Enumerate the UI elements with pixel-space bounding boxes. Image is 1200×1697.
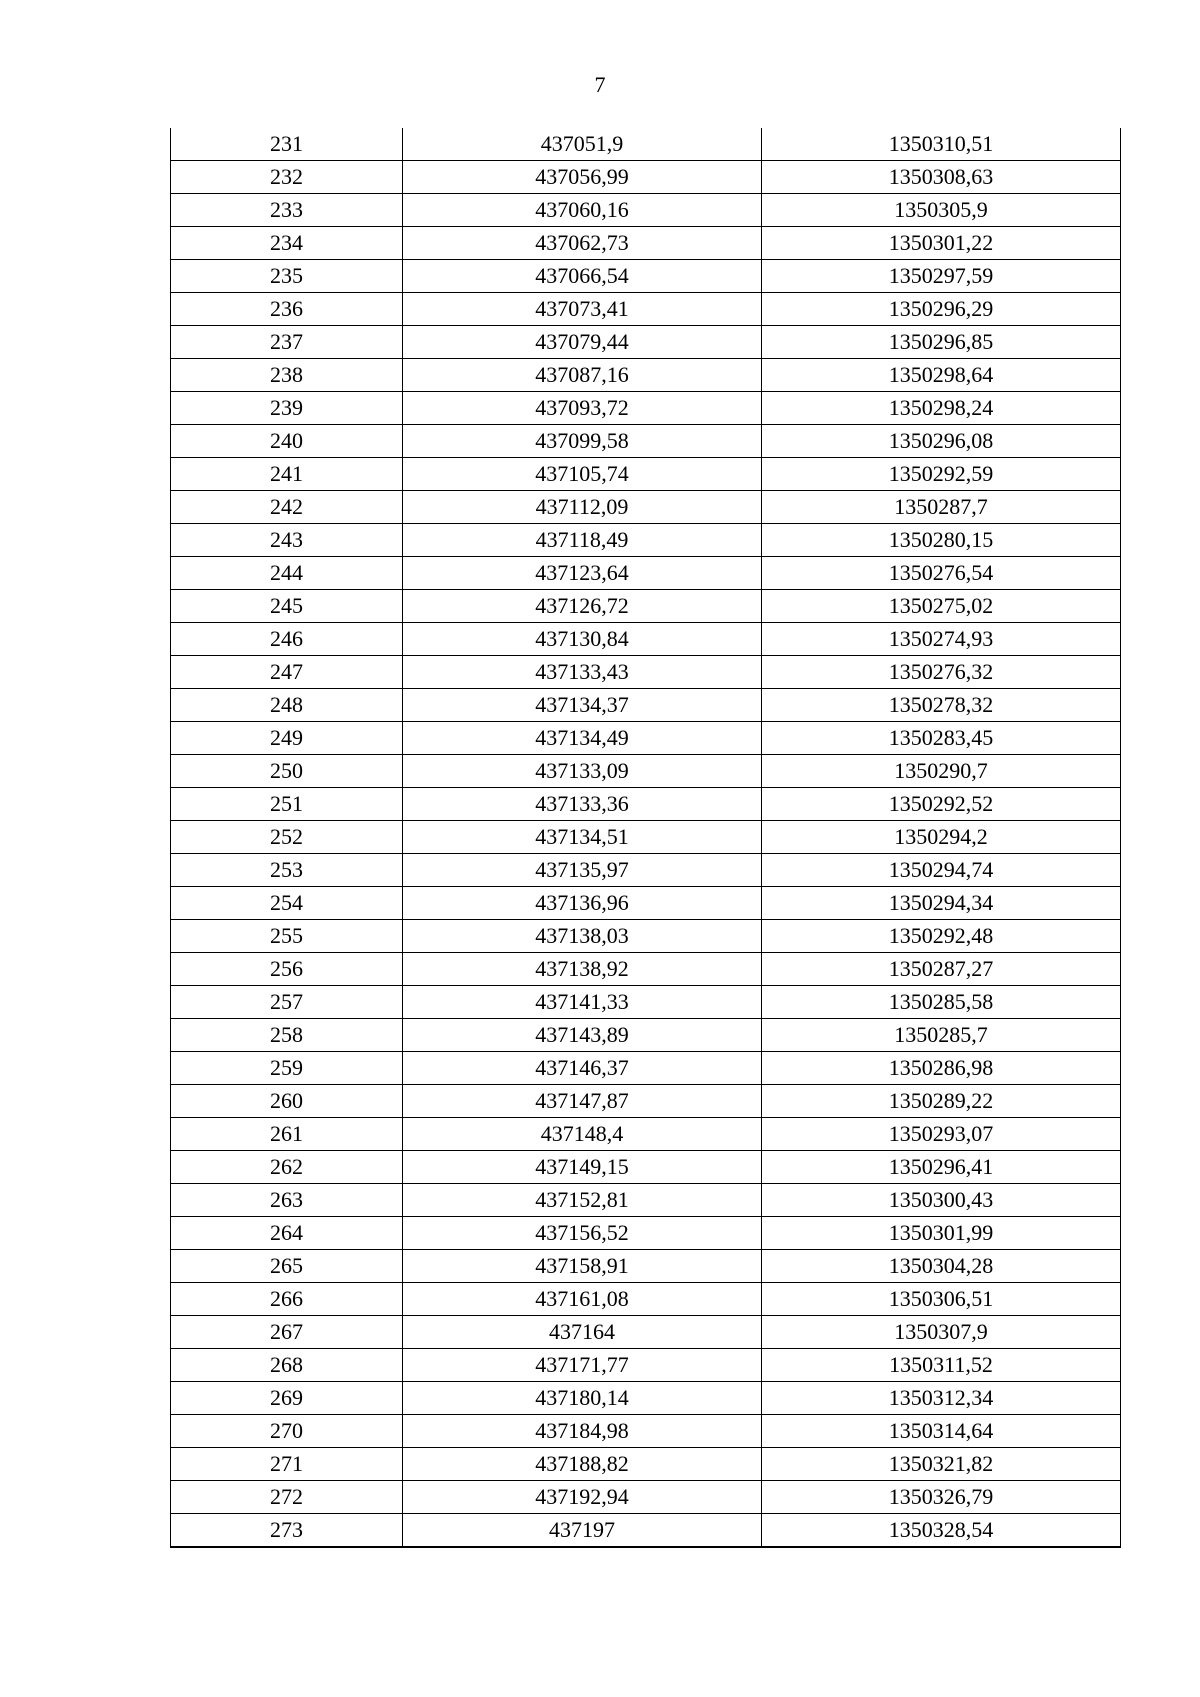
y-coordinate-cell: 1350298,24	[762, 392, 1121, 425]
y-coordinate-cell: 1350314,64	[762, 1415, 1121, 1448]
x-coordinate-cell: 437133,36	[403, 788, 762, 821]
table-row	[171, 1118, 1121, 1151]
x-coordinate-cell: 437133,43	[403, 656, 762, 689]
table-row	[171, 524, 1121, 557]
x-coordinate-cell: 437164	[403, 1316, 762, 1349]
y-coordinate-cell: 1350297,59	[762, 260, 1121, 293]
y-coordinate-cell: 1350285,7	[762, 1019, 1121, 1052]
x-coordinate-cell: 437126,72	[403, 590, 762, 623]
x-coordinate-cell: 437184,98	[403, 1415, 762, 1448]
y-coordinate-cell: 1350292,48	[762, 920, 1121, 953]
y-coordinate-cell: 1350298,64	[762, 359, 1121, 392]
point-number-cell: 248	[171, 689, 403, 722]
x-coordinate-cell: 437141,33	[403, 986, 762, 1019]
table-row	[171, 359, 1121, 392]
x-coordinate-cell: 437149,15	[403, 1151, 762, 1184]
x-coordinate-cell: 437062,73	[403, 227, 762, 260]
x-coordinate-cell: 437152,81	[403, 1184, 762, 1217]
x-coordinate-cell: 437146,37	[403, 1052, 762, 1085]
point-number-cell: 272	[171, 1481, 403, 1514]
x-coordinate-cell: 437156,52	[403, 1217, 762, 1250]
table-row	[171, 1481, 1121, 1514]
table-row	[171, 689, 1121, 722]
x-coordinate-cell: 437197	[403, 1514, 762, 1548]
x-coordinate-cell: 437192,94	[403, 1481, 762, 1514]
x-coordinate-cell: 437079,44	[403, 326, 762, 359]
y-coordinate-cell: 1350275,02	[762, 590, 1121, 623]
x-coordinate-cell: 437130,84	[403, 623, 762, 656]
y-coordinate-cell: 1350300,43	[762, 1184, 1121, 1217]
x-coordinate-cell: 437133,09	[403, 755, 762, 788]
point-number-cell: 233	[171, 194, 403, 227]
y-coordinate-cell: 1350312,34	[762, 1382, 1121, 1415]
point-number-cell: 253	[171, 854, 403, 887]
table-row	[171, 161, 1121, 194]
table-row	[171, 623, 1121, 656]
x-coordinate-cell: 437136,96	[403, 887, 762, 920]
table-row	[171, 293, 1121, 326]
table-row	[171, 227, 1121, 260]
y-coordinate-cell: 1350276,54	[762, 557, 1121, 590]
point-number-cell: 262	[171, 1151, 403, 1184]
point-number-cell: 270	[171, 1415, 403, 1448]
table-row	[171, 326, 1121, 359]
y-coordinate-cell: 1350311,52	[762, 1349, 1121, 1382]
y-coordinate-cell: 1350287,27	[762, 953, 1121, 986]
y-coordinate-cell: 1350296,85	[762, 326, 1121, 359]
x-coordinate-cell: 437112,09	[403, 491, 762, 524]
point-number-cell: 244	[171, 557, 403, 590]
table-row	[171, 1250, 1121, 1283]
y-coordinate-cell: 1350310,51	[762, 128, 1121, 161]
table-row	[171, 194, 1121, 227]
point-number-cell: 249	[171, 722, 403, 755]
x-coordinate-cell: 437134,37	[403, 689, 762, 722]
table-row	[171, 788, 1121, 821]
point-number-cell: 235	[171, 260, 403, 293]
table-row	[171, 1514, 1121, 1548]
x-coordinate-cell: 437180,14	[403, 1382, 762, 1415]
y-coordinate-cell: 1350301,99	[762, 1217, 1121, 1250]
table-row	[171, 1217, 1121, 1250]
coordinates-table	[170, 128, 1121, 1548]
point-number-cell: 252	[171, 821, 403, 854]
point-number-cell: 267	[171, 1316, 403, 1349]
table-row	[171, 1052, 1121, 1085]
point-number-cell: 247	[171, 656, 403, 689]
table-row	[171, 1085, 1121, 1118]
table-row	[171, 1283, 1121, 1316]
point-number-cell: 256	[171, 953, 403, 986]
point-number-cell: 250	[171, 755, 403, 788]
table-row	[171, 458, 1121, 491]
point-number-cell: 242	[171, 491, 403, 524]
y-coordinate-cell: 1350283,45	[762, 722, 1121, 755]
point-number-cell: 273	[171, 1514, 403, 1548]
point-number-cell: 254	[171, 887, 403, 920]
point-number-cell: 251	[171, 788, 403, 821]
x-coordinate-cell: 437123,64	[403, 557, 762, 590]
y-coordinate-cell: 1350308,63	[762, 161, 1121, 194]
point-number-cell: 263	[171, 1184, 403, 1217]
point-number-cell: 257	[171, 986, 403, 1019]
point-number-cell: 261	[171, 1118, 403, 1151]
x-coordinate-cell: 437060,16	[403, 194, 762, 227]
point-number-cell: 239	[171, 392, 403, 425]
point-number-cell: 231	[171, 128, 403, 161]
table-row	[171, 755, 1121, 788]
table-row	[171, 392, 1121, 425]
x-coordinate-cell: 437134,49	[403, 722, 762, 755]
x-coordinate-cell: 437161,08	[403, 1283, 762, 1316]
y-coordinate-cell: 1350306,51	[762, 1283, 1121, 1316]
x-coordinate-cell: 437066,54	[403, 260, 762, 293]
y-coordinate-cell: 1350301,22	[762, 227, 1121, 260]
table-row	[171, 491, 1121, 524]
point-number-cell: 241	[171, 458, 403, 491]
point-number-cell: 236	[171, 293, 403, 326]
x-coordinate-cell: 437087,16	[403, 359, 762, 392]
point-number-cell: 246	[171, 623, 403, 656]
x-coordinate-cell: 437105,74	[403, 458, 762, 491]
table-row	[171, 1382, 1121, 1415]
point-number-cell: 258	[171, 1019, 403, 1052]
x-coordinate-cell: 437073,41	[403, 293, 762, 326]
y-coordinate-cell: 1350292,59	[762, 458, 1121, 491]
table-row	[171, 1316, 1121, 1349]
table-row	[171, 953, 1121, 986]
y-coordinate-cell: 1350305,9	[762, 194, 1121, 227]
x-coordinate-cell: 437148,4	[403, 1118, 762, 1151]
table-row	[171, 722, 1121, 755]
table-row	[171, 656, 1121, 689]
table-row	[171, 1448, 1121, 1481]
table-body	[171, 128, 1121, 1547]
point-number-cell: 269	[171, 1382, 403, 1415]
y-coordinate-cell: 1350287,7	[762, 491, 1121, 524]
y-coordinate-cell: 1350293,07	[762, 1118, 1121, 1151]
y-coordinate-cell: 1350326,79	[762, 1481, 1121, 1514]
y-coordinate-cell: 1350289,22	[762, 1085, 1121, 1118]
table-row	[171, 557, 1121, 590]
y-coordinate-cell: 1350285,58	[762, 986, 1121, 1019]
point-number-cell: 271	[171, 1448, 403, 1481]
y-coordinate-cell: 1350286,98	[762, 1052, 1121, 1085]
x-coordinate-cell: 437143,89	[403, 1019, 762, 1052]
x-coordinate-cell: 437138,92	[403, 953, 762, 986]
point-number-cell: 234	[171, 227, 403, 260]
table-row	[171, 854, 1121, 887]
x-coordinate-cell: 437147,87	[403, 1085, 762, 1118]
x-coordinate-cell: 437134,51	[403, 821, 762, 854]
y-coordinate-cell: 1350292,52	[762, 788, 1121, 821]
point-number-cell: 260	[171, 1085, 403, 1118]
point-number-cell: 245	[171, 590, 403, 623]
x-coordinate-cell: 437056,99	[403, 161, 762, 194]
y-coordinate-cell: 1350328,54	[762, 1514, 1121, 1548]
point-number-cell: 232	[171, 161, 403, 194]
y-coordinate-cell: 1350321,82	[762, 1448, 1121, 1481]
y-coordinate-cell: 1350296,29	[762, 293, 1121, 326]
point-number-cell: 255	[171, 920, 403, 953]
y-coordinate-cell: 1350280,15	[762, 524, 1121, 557]
table-row	[171, 1415, 1121, 1448]
y-coordinate-cell: 1350290,7	[762, 755, 1121, 788]
table-row	[171, 1184, 1121, 1217]
point-number-cell: 266	[171, 1283, 403, 1316]
table-row	[171, 260, 1121, 293]
table-row	[171, 821, 1121, 854]
y-coordinate-cell: 1350274,93	[762, 623, 1121, 656]
point-number-cell: 238	[171, 359, 403, 392]
point-number-cell: 268	[171, 1349, 403, 1382]
y-coordinate-cell: 1350294,74	[762, 854, 1121, 887]
x-coordinate-cell: 437158,91	[403, 1250, 762, 1283]
table-row	[171, 128, 1121, 161]
y-coordinate-cell: 1350276,32	[762, 656, 1121, 689]
table-row	[171, 1019, 1121, 1052]
x-coordinate-cell: 437171,77	[403, 1349, 762, 1382]
y-coordinate-cell: 1350304,28	[762, 1250, 1121, 1283]
x-coordinate-cell: 437051,9	[403, 128, 762, 161]
point-number-cell: 264	[171, 1217, 403, 1250]
y-coordinate-cell: 1350294,34	[762, 887, 1121, 920]
table-row	[171, 590, 1121, 623]
table-row	[171, 986, 1121, 1019]
y-coordinate-cell: 1350296,08	[762, 425, 1121, 458]
table-row	[171, 1151, 1121, 1184]
page-number: 7	[594, 72, 606, 97]
x-coordinate-cell: 437099,58	[403, 425, 762, 458]
x-coordinate-cell: 437118,49	[403, 524, 762, 557]
y-coordinate-cell: 1350307,9	[762, 1316, 1121, 1349]
table-row	[171, 1349, 1121, 1382]
point-number-cell: 259	[171, 1052, 403, 1085]
table-row	[171, 887, 1121, 920]
point-number-cell: 237	[171, 326, 403, 359]
point-number-cell: 240	[171, 425, 403, 458]
table-row	[171, 425, 1121, 458]
y-coordinate-cell: 1350294,2	[762, 821, 1121, 854]
y-coordinate-cell: 1350296,41	[762, 1151, 1121, 1184]
y-coordinate-cell: 1350278,32	[762, 689, 1121, 722]
point-number-cell: 243	[171, 524, 403, 557]
x-coordinate-cell: 437093,72	[403, 392, 762, 425]
x-coordinate-cell: 437188,82	[403, 1448, 762, 1481]
x-coordinate-cell: 437138,03	[403, 920, 762, 953]
table-row	[171, 920, 1121, 953]
x-coordinate-cell: 437135,97	[403, 854, 762, 887]
point-number-cell: 265	[171, 1250, 403, 1283]
